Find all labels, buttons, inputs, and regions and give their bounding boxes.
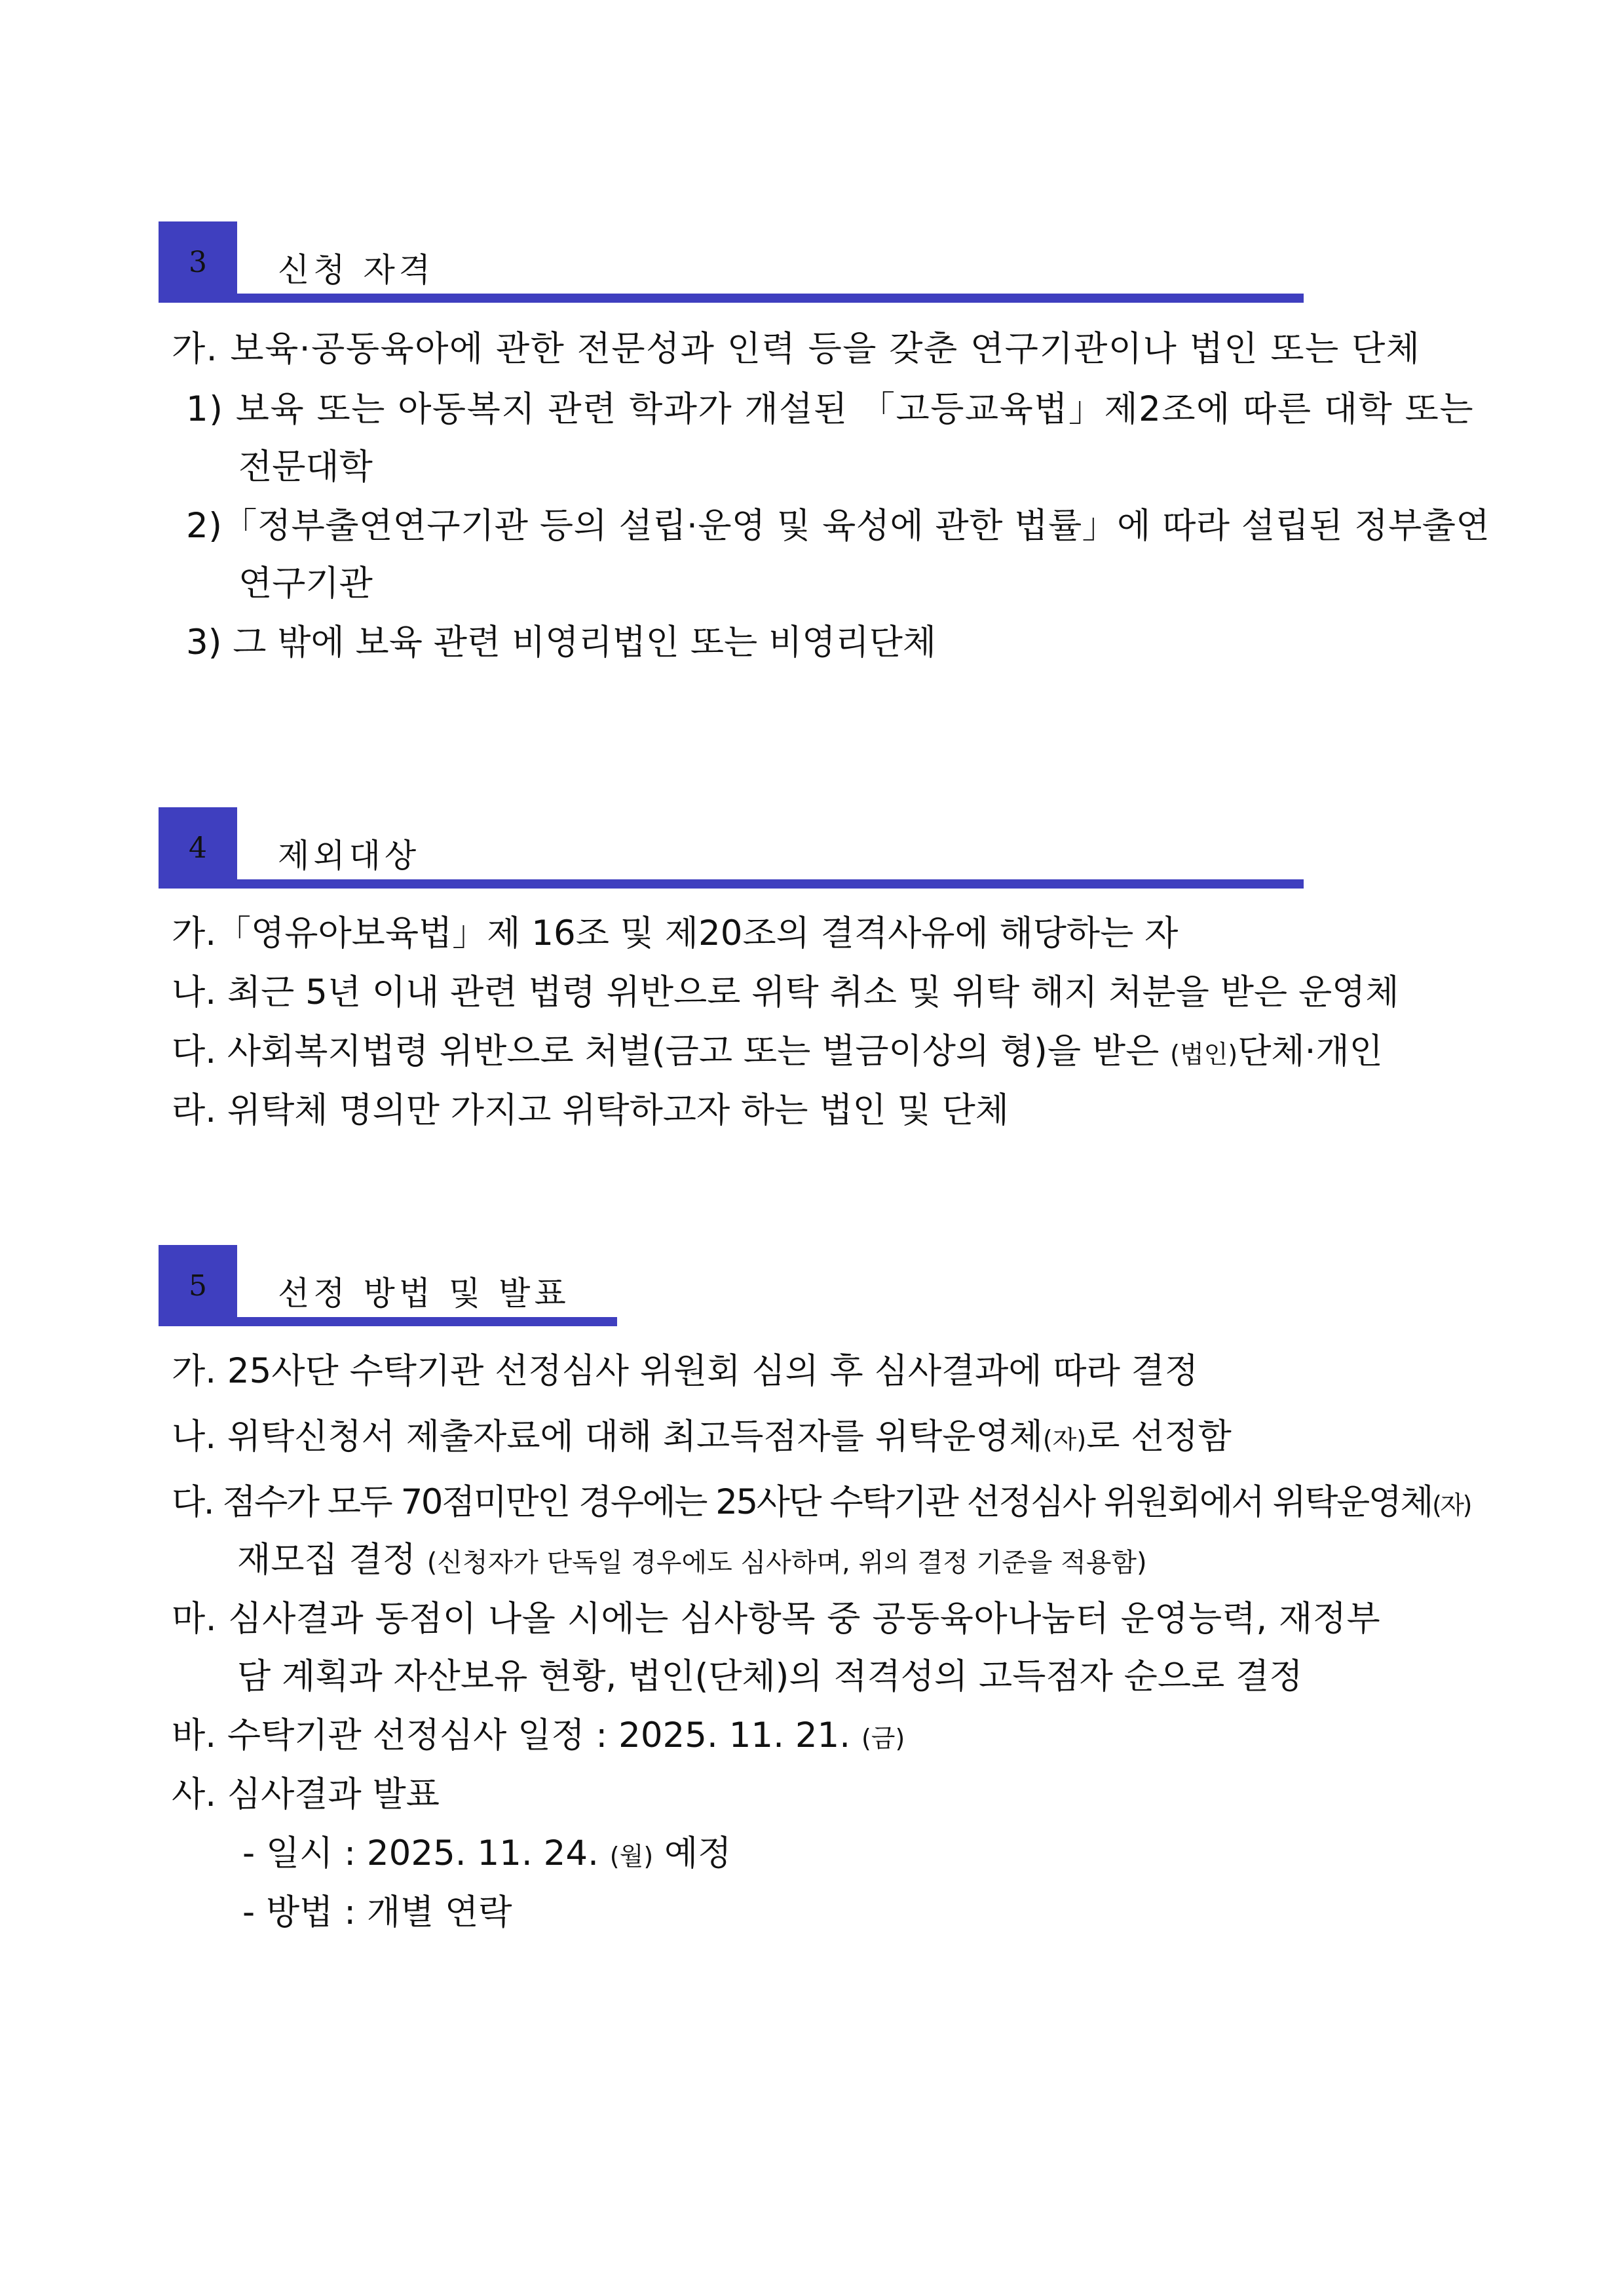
list-item-text: 나. 위탁신청서 제출자료에 대해 최고득점자를 위탁운영체 bbox=[172, 1417, 1043, 1457]
section-title: 신청 자격 bbox=[278, 251, 435, 289]
list-item: 라. 위탁체 명의만 가지고 위탁하고자 하는 법인 및 단체 bbox=[172, 1090, 1009, 1130]
list-item: 가. 보육·공동육아에 관한 전문성과 인력 등을 갖춘 연구기관이나 법인 또는 단체 bbox=[172, 329, 1421, 369]
list-item: 1) 보육 또는 아동복지 관련 학과가 개설된 「고등교육법」제2조에 따른 대학 또는 bbox=[186, 389, 1475, 429]
list-item: 가. 25사단 수탁기관 선정심사 위원회 심의 후 심사결과에 따라 결정 bbox=[172, 1351, 1199, 1391]
section-underline bbox=[159, 879, 1304, 889]
list-item-text: 단체·개인 bbox=[1237, 1031, 1383, 1071]
list-item bbox=[172, 1715, 905, 1755]
list-item-note: (금) bbox=[861, 1724, 905, 1753]
list-item: - 방법 : 개별 연락 bbox=[242, 1892, 512, 1932]
list-item: 담 계획과 자산보유 현황, 법인(단체)의 적격성의 고득점자 순으로 결정 bbox=[237, 1656, 1303, 1696]
list-item bbox=[172, 1031, 1383, 1071]
list-item: 나. 최근 5년 이내 관련 법령 위반으로 위탁 취소 및 위탁 해지 처분을 받은 운영체 bbox=[172, 972, 1399, 1012]
section-number-box: 5 bbox=[159, 1245, 237, 1326]
section-title: 제외대상 bbox=[278, 837, 421, 875]
list-item-text: 다. 사회복지법령 위반으로 처벌(금고 또는 벌금이상의 형)을 받은 bbox=[172, 1031, 1160, 1071]
list-item: 전문대학 bbox=[238, 447, 373, 487]
list-item-text: 바. 수탁기관 선정심사 일정 : 2025. 11. 21. bbox=[172, 1715, 851, 1755]
list-item-note: (자) bbox=[1432, 1491, 1471, 1520]
list-item-text: 로 선정함 bbox=[1086, 1417, 1232, 1457]
list-item-note: (월) bbox=[609, 1842, 654, 1871]
list-item bbox=[172, 1482, 1471, 1522]
section-number-box: 3 bbox=[159, 221, 237, 303]
list-item bbox=[172, 1417, 1232, 1457]
list-item: 마. 심사결과 동점이 나올 시에는 심사항목 중 공동육아나눔터 운영능력, 재정부 bbox=[172, 1599, 1381, 1639]
list-item-text: 재모집 결정 bbox=[237, 1540, 416, 1580]
list-item: 2)「정부출연연구기관 등의 설립·운영 및 육성에 관한 법률」에 따라 설립된 정부출연 bbox=[186, 506, 1490, 546]
list-item-text: - 일시 : 2025. 11. 24. bbox=[242, 1833, 599, 1873]
section-number-box: 4 bbox=[159, 807, 237, 889]
list-item bbox=[237, 1540, 1147, 1580]
section-title: 선정 방법 및 발표 bbox=[278, 1274, 570, 1312]
section-underline bbox=[159, 294, 1304, 303]
list-item: 가.「영유아보육법」제 16조 및 제20조의 결격사유에 해당하는 자 bbox=[172, 913, 1179, 953]
list-item-note: (신청자가 단독일 경우에도 심사하며, 위의 결정 기준을 적용함) bbox=[426, 1548, 1147, 1578]
list-item: 사. 심사결과 발표 bbox=[172, 1774, 440, 1814]
list-item: 3) 그 밖에 보육 관련 비영리법인 또는 비영리단체 bbox=[186, 622, 937, 662]
list-item-text: 다. 점수가 모두 70점미만인 경우에는 25사단 수탁기관 선정심사 위원회에서 위탁운영체 bbox=[172, 1482, 1433, 1522]
list-item: 연구기관 bbox=[238, 564, 373, 603]
list-item-note: (자) bbox=[1042, 1425, 1087, 1454]
list-item bbox=[242, 1833, 732, 1873]
section-underline bbox=[159, 1317, 617, 1326]
list-item-note: (법인) bbox=[1170, 1040, 1238, 1069]
list-item-text: 예정 bbox=[664, 1833, 732, 1873]
